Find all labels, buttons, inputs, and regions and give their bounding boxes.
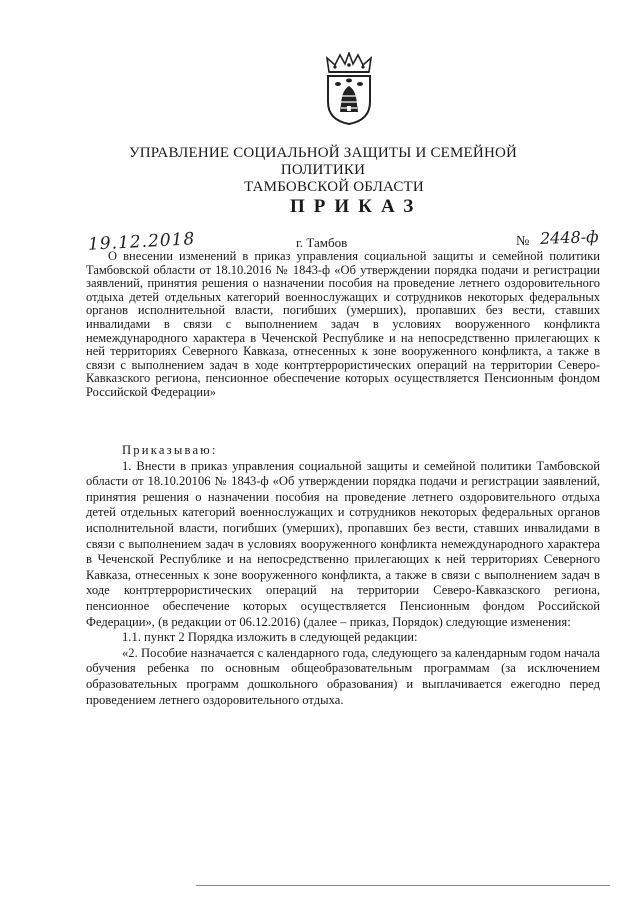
order-number-handwritten: 2448-ф: [539, 226, 599, 249]
prikazyvayu-heading: Приказываю:: [122, 443, 218, 457]
agency-name-line-2: ТАМБОВСКОЙ ОБЛАСТИ: [244, 179, 424, 195]
order-subject-text: О внесении изменений в приказ управления социальной защиты и семейной политики Тамбовской области от 18.10.2016 № 1843-ф «Об утверждении порядка подачи и регистрации заявлений, принятия решения о назначении пособия на проведение летнего оздоровительного отдыха детей отдельных категорий военнослужащих и сотрудников некоторых федеральных органов исполнительной власти, погибших (умерших), пропавших без вести, ставших инвалидами в связи с выполнением задач в условиях вооруженного конфликта немеждународного характера в Чеченской Республике и на непосредственно прилегающих к ней территориях Северного Кавказа, отнесенных к зоне вооруженного конфликта, а также в связи с выполнением задач в ходе контртеррористических операций на территории Северо-Кавказского региона, пенсионное обеспечение которых осуществляется Пенсионным фондом Российской Федерации»: [86, 249, 600, 399]
agency-name-line-1: УПРАВЛЕНИЕ СОЦИАЛЬНОЙ ЗАЩИТЫ И СЕМЕЙНОЙ ПОЛИТИКИ: [128, 145, 518, 178]
order-date-handwritten: 19.12.2018: [87, 229, 196, 255]
order-title: ПРИКАЗ: [290, 196, 423, 217]
paragraph-2: «2. Пособие назначается с календарного года, следующего за календарным годом начала обучения ребенка по основным общеобразовательным программам (за исключением образовательных программ дошкольного образования) и выплачивается ежегодно перед проведением летнего оздоровительного отдыха.: [86, 645, 600, 707]
coat-of-arms-icon: [320, 52, 378, 126]
order-city: г. Тамбов: [296, 235, 348, 250]
order-body: [86, 443, 600, 708]
paragraph-1-1: 1.1. пункт 2 Порядка изложить в следующей редакции:: [122, 630, 418, 645]
bottom-divider: [196, 885, 610, 886]
order-number-sign: №: [516, 234, 530, 249]
agency-name: [88, 145, 558, 196]
order-subject: [86, 250, 600, 400]
paragraph-1: 1. Внести в приказ управления социальной защиты и семейной политики Тамбовской области от 18.10.20106 № 1843-ф «Об утверждении порядка подачи и регистрации заявлений, принятия решения о назначении пособия на проведение летнего оздоровительного отдыха детей отдельных категорий военнослужащих и сотрудников некоторых федеральных органов исполнительной власти, погибших (умерших), пропавших без вести, ставших инвалидами в связи с выполнением задач в условиях вооруженного конфликта немеждународного характера в Чеченской Республике и на непосредственно прилегающих к ней территориях Северного Кавказа, отнесенных к зоне вооруженного конфликта, а также в связи с выполнением задач в ходе контртеррористических операций на территории Северо-Кавказского региона, пенсионное обеспечение которых осуществляется Пенсионным фондом Российской Федерации», (в редакции от 06.12.2016) (далее – приказ, Порядок) следующие изменения:: [86, 458, 600, 629]
